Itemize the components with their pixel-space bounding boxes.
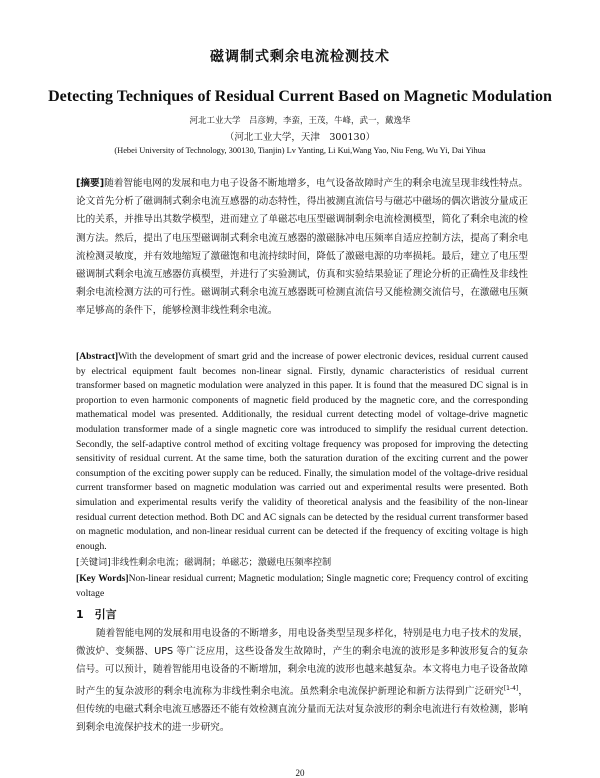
keywords-chinese-label: [关键词] — [76, 557, 111, 568]
introduction-text-part2: ，但传统的电磁式剩余电流互感器还不能有效检测直流分量而无法对复杂波形的剩余电流进行有效检测，影响到剩余电流保护技术的进一步研究。 — [76, 685, 529, 734]
title-chinese: 磁调制式剩余电流检测技术 — [210, 49, 390, 65]
affiliation-english: (Hebei University of Technology, 300130, Tianjin) Lv Yanting, Li Kui,Wang Yao, Niu Feng, Wu Yi, Dai Yihua — [114, 146, 486, 155]
keywords-chinese — [76, 555, 528, 571]
abstract-chinese — [76, 175, 528, 321]
abstract-chinese-text: 随着智能电网的发展和电力电子设备不断地增多，电气设备故障时产生的剩余电流呈现非线性特点。论文首先分析了磁调制式剩余电流互感器的动态特性，得出被测直流信号与磁芯中磁场的偶次谐波分量成正比的关系，并推导出其数学模型，进而建立了单磁芯电压型磁调制剩余电流检测模型，简化了剩余电流的检测方法。然后，提出了电压型磁调制式剩余电流互感器的激磁脉冲电压频率自适应控制方法，提高了剩余电流检测灵敏度，并有效地缩短了激磁饱和电流持续时间，降低了激磁电源的功率损耗。最后，建立了电压型磁调制式剩余电流互感器仿真模型，并进行了实验测试，仿真和实验结果验证了理论分析的正确性及非线性剩余电流检测方法的可行性。磁调制式剩余电流互感器既可检测直流信号又能检测交流信号，在激磁电压频率足够高的条件下，能够检测非线性剩余电流。 — [76, 178, 529, 317]
introduction-paragraph — [76, 625, 528, 737]
introduction-text-part1: 随着智能电网的发展和用电设备的不断增多，用电设备类型呈现多样化，特别是电力电子技术的发展，微波炉、变频器、UPS 等广泛应用，这些设备发生故障时，产生的剩余电流的波形是多种波形复合的复杂信号。可以预计，随着智能用电设备的不断增加，剩余电流的波形也越来越复杂。本文将电力电子设备故障时产生的复杂波形的剩余电流称为非线性剩余电流。虽然剩余电流保护新理论和新方法得到广泛研究 — [76, 628, 528, 697]
abstract-chinese-label: [摘要] — [76, 178, 105, 189]
citation-reference: [1-4] — [503, 684, 519, 692]
title-english: Detecting Techniques of Residual Current Based on Magnetic Modulation — [48, 88, 552, 105]
keywords-english-text: Non-linear residual current; Magnetic modulation; Single magnetic core; Frequency control of exciting voltage — [76, 573, 528, 599]
abstract-english-label: [Abstract] — [76, 351, 119, 362]
keywords-english — [76, 572, 528, 601]
abstract-english — [76, 350, 528, 554]
authors-chinese: 河北工业大学 吕彦娉，李蛮，王茂，牛峰，武一，戴逸华 — [189, 116, 411, 126]
abstract-english-text: With the development of smart grid and the increase of power electronic devices, residual current caused by electrical equipment fault becomes non-linear signal. Firstly, dynamic characteristics of residual current transformer based on magnetic modulation were analyzed in this paper. It is found that the measured DC signal is in proportion to even harmonic components of magnetic field produced by the magnetic core, and the corresponding mathematical model was presented. Additionally, the residual current detecting model of voltage-drive magnetic modulation transformer made of a single magnetic core was introduced to simplify the residual current detection. Secondly, the self-adaptive control method of exciting voltage frequency was proposed for improving the detecting sensitivity of residual current. At the same time, both the saturation duration of the exciting current and the power consumption of the exciting power supply can be reduced. Finally, the simulation model of the voltage-drive residual current transformer based on magnetic modulation was carried out and experimental results were presented. Both simulation and experimental results verify the validity of theoretical analysis and the feasibility of the non-linear residual current detection method. Both DC and AC signals can be detected by the residual current transformer based on magnetic modulation, and non-linear residual current can be detected if the frequency of exciting voltage is high enough. — [76, 351, 528, 552]
section-heading-introduction: 1 引言 — [76, 608, 117, 621]
keywords-chinese-text: 非线性剩余电流；磁调制；单磁芯；激磁电压频率控制 — [110, 557, 332, 568]
page-number: 20 — [295, 768, 305, 778]
keywords-english-label: [Key Words] — [76, 573, 129, 584]
affiliation-chinese: （河北工业大学，天津 300130） — [224, 132, 376, 143]
